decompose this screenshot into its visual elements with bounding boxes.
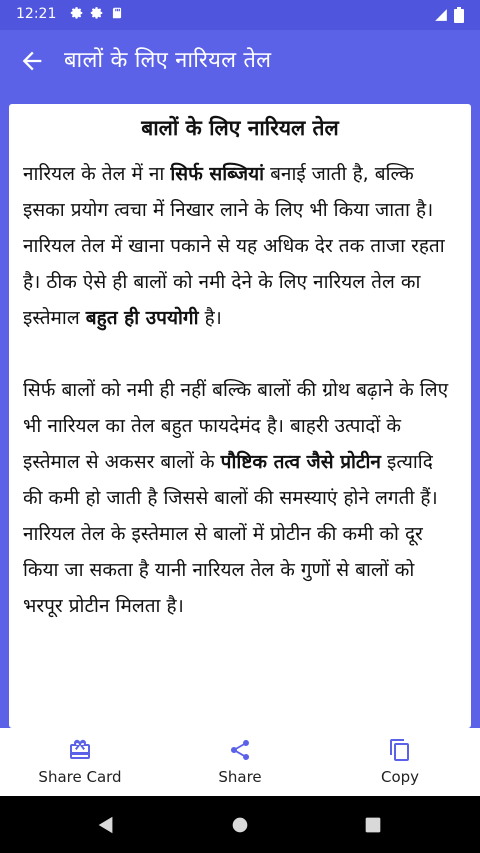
battery-icon xyxy=(454,7,464,23)
paragraph-text: सिर्फ बालों को नमी ही नहीं बल्कि बालों की ग्रोथ बढ़ाने के लिए भी नारियल का तेल बहुत फायदेमंद है। बाहरी उत्पादों के इस्तेमाल से अकसर बालों के xyxy=(23,379,449,473)
copy-button[interactable] xyxy=(330,728,470,796)
paragraph-text: बनाई जाती है, बल्कि इसका प्रयोग त्वचा में निखार लाने के लिए भी किया जाता है। नारियल तेल में खाना पकाने से यह अधिक देर तक ताजा रहता है। ठीक ऐसे ही बालों को नमी देने के लिए नारियल तेल का इस्तेमाल xyxy=(23,163,445,329)
settings-icon xyxy=(70,6,84,20)
content-card xyxy=(9,104,471,728)
nav-home-icon[interactable] xyxy=(229,814,251,836)
share-card-label: Share Card xyxy=(38,768,122,786)
card-body xyxy=(9,156,471,624)
paragraph-2 xyxy=(23,372,457,624)
paragraph-bold: बहुत ही उपयोगी xyxy=(85,307,199,329)
signal-icon xyxy=(434,8,448,22)
share-card-button[interactable] xyxy=(10,728,150,796)
card-gift-icon xyxy=(68,738,92,762)
share-icon xyxy=(228,738,252,762)
arrow-back-icon[interactable] xyxy=(18,47,46,75)
copy-icon xyxy=(388,738,412,762)
card-title: बालों के लिए नारियल तेल xyxy=(141,116,339,140)
nav-back-icon[interactable] xyxy=(95,814,117,836)
copy-label: Copy xyxy=(380,768,420,786)
paragraph-1 xyxy=(23,156,457,336)
share-button[interactable] xyxy=(170,728,310,796)
status-time: 12:21 xyxy=(16,6,57,22)
bottom-action-bar xyxy=(0,728,480,796)
status-bar xyxy=(0,0,480,30)
paragraph-text: इत्यादि की कमी हो जाती है जिससे बालों की समस्याएं होने लगती हैं। नारियल तेल के इस्तेमाल से बालों में प्रोटीन की कमी को दूर किया जा सकता है यानी नारियल तेल के गुणों से बालों को भरपूर प्रोटीन मिलता है। xyxy=(23,451,438,617)
share-label: Share xyxy=(218,768,262,786)
paragraph-text: नारियल के तेल में ना xyxy=(23,163,171,185)
status-notifications xyxy=(70,6,124,20)
status-system-icons xyxy=(434,7,464,23)
settings-icon xyxy=(90,6,104,20)
nav-recents-icon[interactable] xyxy=(362,814,384,836)
sdcard-icon xyxy=(110,6,124,20)
page-title: बालों के लिए नारियल तेल xyxy=(64,48,272,73)
paragraph-bold: सिर्फ सब्जियां xyxy=(170,163,265,185)
paragraph-bold: पौष्टिक तत्व जैसे प्रोटीन xyxy=(220,451,381,473)
paragraph-text: है। xyxy=(198,307,222,329)
app-bar xyxy=(0,30,480,92)
system-nav-bar xyxy=(0,796,480,853)
